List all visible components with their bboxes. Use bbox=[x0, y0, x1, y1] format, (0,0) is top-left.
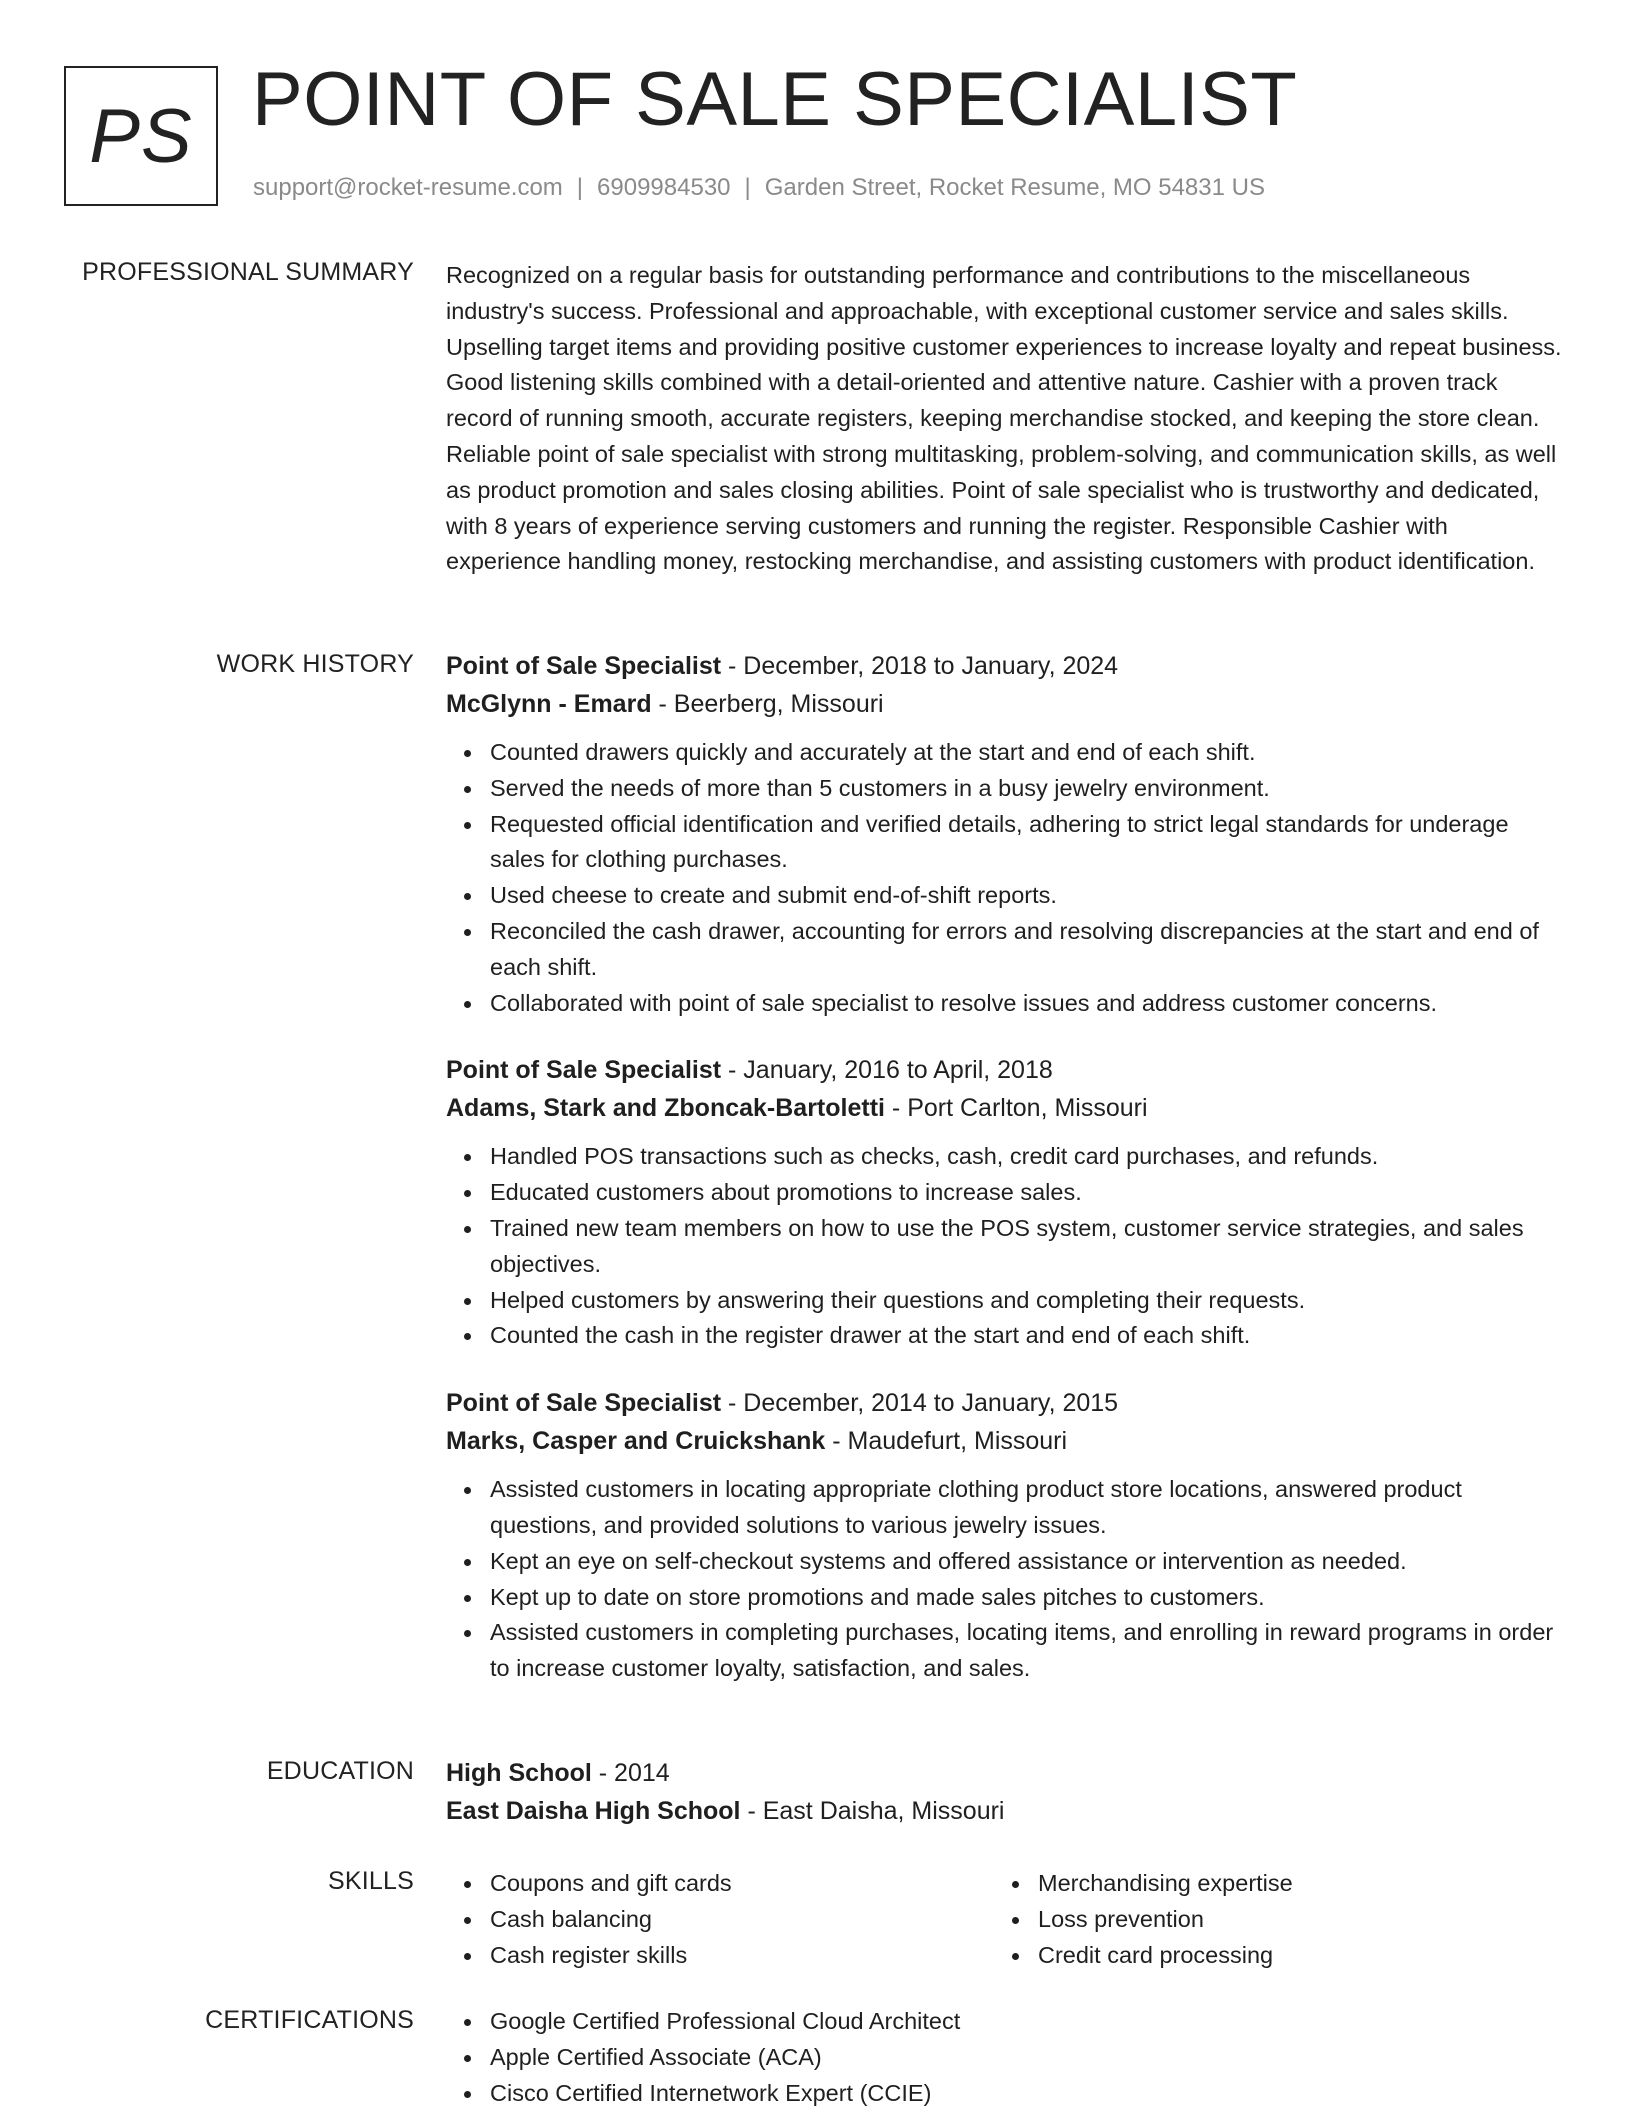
monogram-box bbox=[64, 66, 218, 206]
section-label-summary: PROFESSIONAL SUMMARY bbox=[82, 258, 414, 286]
job-location: - Maudefurt, Missouri bbox=[825, 1427, 1068, 1456]
job-bullet: Collaborated with point of sale specialist to resolve issues and address customer concerns. bbox=[490, 986, 1562, 1022]
job-title-line bbox=[446, 647, 1562, 685]
education-year: - 2014 bbox=[591, 1759, 670, 1787]
job-bullet: Counted drawers quickly and accurately at the start and end of each shift. bbox=[490, 735, 1562, 771]
section-work-history bbox=[446, 647, 1562, 1717]
contact-line bbox=[253, 174, 1265, 202]
job-bullet: Kept an eye on self-checkout systems and offered assistance or intervention as needed. bbox=[490, 1544, 1562, 1580]
monogram-initials: PS bbox=[89, 93, 193, 179]
contact-phone[interactable]: 6909984530 bbox=[597, 174, 731, 201]
skill-item: Merchandising expertise bbox=[1038, 1866, 1542, 1902]
education-degree: High School bbox=[446, 1759, 592, 1787]
skill-item: Coupons and gift cards bbox=[490, 1866, 994, 1902]
certification-item: Apple Certified Associate (ACA) bbox=[490, 2040, 1562, 2076]
job-location: - Port Carlton, Missouri bbox=[884, 1094, 1148, 1123]
job-dates: - January, 2016 to April, 2018 bbox=[721, 1056, 1053, 1085]
section-label-skills: SKILLS bbox=[328, 1867, 414, 1895]
job-entry bbox=[446, 1051, 1562, 1354]
contact-email[interactable]: support@rocket-resume.com bbox=[253, 174, 563, 201]
job-bullets bbox=[446, 735, 1562, 1021]
section-education bbox=[446, 1754, 1562, 1830]
skills-list-right bbox=[994, 1866, 1542, 1973]
job-bullet: Assisted customers in completing purchases, locating items, and enrolling in reward programs in order to increase customer loyalty, satisfaction, and sales. bbox=[490, 1615, 1562, 1687]
job-bullet: Requested official identification and verified details, adhering to strict legal standards for underage sales for clothing purchases. bbox=[490, 807, 1562, 879]
skill-item: Cash balancing bbox=[490, 1902, 994, 1938]
job-bullets bbox=[446, 1139, 1562, 1354]
job-bullet: Helped customers by answering their questions and completing their requests. bbox=[490, 1283, 1562, 1319]
job-dates: - December, 2014 to January, 2015 bbox=[721, 1389, 1119, 1418]
job-title-line bbox=[446, 1051, 1562, 1089]
summary-text: Recognized on a regular basis for outstanding performance and contributions to the miscellaneous industry's success. Professional and approachable, with exceptional customer service and sales skills. Upselling target items and providing positive customer experiences to increase loyalty and repeat business. Good listening skills combined with a detail-oriented and attentive nature. Cashier with a proven track record of running smooth, accurate registers, keeping merchandise stocked, and keeping the store clean. Reliable point of sale specialist with strong multitasking, problem-solving, and communication skills, as well as product promotion and sales closing abilities. Point of sale specialist who is trustworthy and dedicated, with 8 years of experience serving customers and running the register. Responsible Cashier with experience handling money, restocking merchandise, and assisting customers with product identification. bbox=[446, 262, 1562, 575]
job-bullet: Served the needs of more than 5 customers in a busy jewelry environment. bbox=[490, 771, 1562, 807]
job-company-line bbox=[446, 685, 1562, 723]
resume-title: POINT OF SALE SPECIALIST bbox=[252, 57, 1298, 142]
education-school-line bbox=[446, 1792, 1562, 1830]
skill-item: Cash register skills bbox=[490, 1938, 994, 1974]
education-school: East Daisha High School bbox=[446, 1797, 741, 1825]
section-summary bbox=[446, 258, 1562, 580]
certifications-list bbox=[446, 2004, 1562, 2111]
job-bullet: Trained new team members on how to use the POS system, customer service strategies, and sales objectives. bbox=[490, 1211, 1562, 1283]
education-degree-line bbox=[446, 1754, 1562, 1792]
skill-item: Credit card processing bbox=[1038, 1938, 1542, 1974]
job-title: Point of Sale Specialist bbox=[446, 1056, 722, 1085]
job-bullet: Reconciled the cash drawer, accounting for errors and resolving discrepancies at the start and end of each shift. bbox=[490, 914, 1562, 986]
certification-item: Google Certified Professional Cloud Architect bbox=[490, 2004, 1562, 2040]
contact-separator: | bbox=[744, 174, 751, 201]
job-company-line bbox=[446, 1422, 1562, 1460]
certification-item: Cisco Certified Internetwork Expert (CCIE) bbox=[490, 2076, 1562, 2112]
job-title-line bbox=[446, 1384, 1562, 1422]
section-certifications bbox=[446, 2004, 1562, 2111]
education-location: - East Daisha, Missouri bbox=[740, 1797, 1005, 1825]
job-dates: - December, 2018 to January, 2024 bbox=[721, 652, 1119, 680]
job-company: Adams, Stark and Zboncak-Bartoletti bbox=[446, 1094, 885, 1123]
job-location: - Beerberg, Missouri bbox=[651, 690, 884, 718]
section-label-education: EDUCATION bbox=[266, 1757, 414, 1785]
skills-grid bbox=[446, 1866, 1562, 1973]
job-bullet: Counted the cash in the register drawer at the start and end of each shift. bbox=[490, 1318, 1562, 1354]
job-bullet: Handled POS transactions such as checks, cash, credit card purchases, and refunds. bbox=[490, 1139, 1562, 1175]
job-bullet: Kept up to date on store promotions and made sales pitches to customers. bbox=[490, 1580, 1562, 1616]
contact-address: Garden Street, Rocket Resume, MO 54831 US bbox=[764, 174, 1265, 201]
job-bullets bbox=[446, 1472, 1562, 1687]
section-label-work: WORK HISTORY bbox=[216, 650, 414, 678]
job-bullet: Used cheese to create and submit end-of-shift reports. bbox=[490, 878, 1562, 914]
job-company: McGlynn - Emard bbox=[446, 690, 652, 718]
job-bullet: Assisted customers in locating appropriate clothing product store locations, answered product questions, and provided solutions to various jewelry issues. bbox=[490, 1472, 1562, 1544]
skills-list-left bbox=[446, 1866, 994, 1973]
job-bullet: Educated customers about promotions to increase sales. bbox=[490, 1175, 1562, 1211]
contact-separator: | bbox=[576, 174, 584, 201]
job-company-line bbox=[446, 1089, 1562, 1127]
job-entry bbox=[446, 647, 1562, 1021]
job-title: Point of Sale Specialist bbox=[446, 1389, 722, 1418]
skill-item: Loss prevention bbox=[1038, 1902, 1542, 1938]
section-label-certifications: CERTIFICATIONS bbox=[205, 2006, 414, 2034]
job-company: Marks, Casper and Cruickshank bbox=[446, 1427, 826, 1456]
job-entry bbox=[446, 1384, 1562, 1687]
section-skills bbox=[446, 1866, 1562, 1973]
job-title: Point of Sale Specialist bbox=[446, 652, 722, 680]
